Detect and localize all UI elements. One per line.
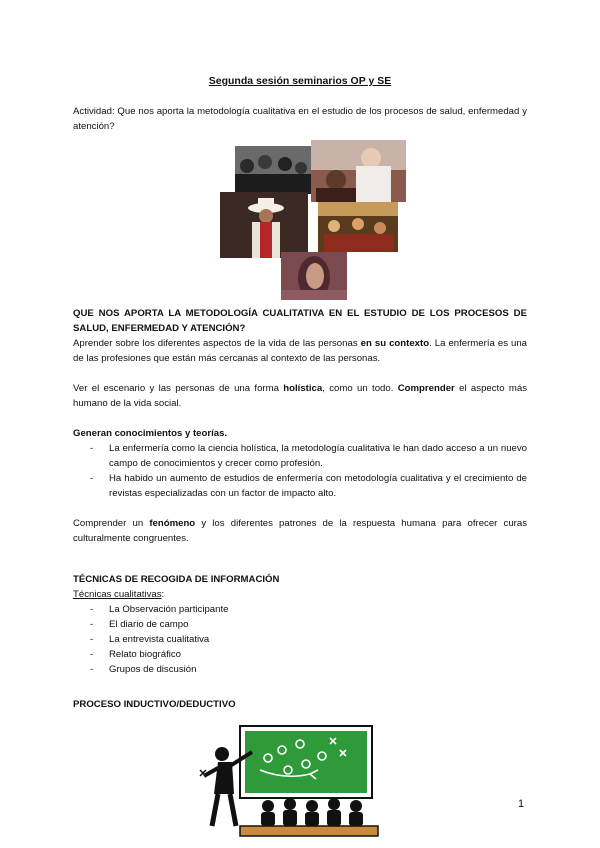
- paragraph-context: [73, 336, 527, 366]
- woman-portrait-photo: [281, 252, 347, 300]
- list-item: - Ha habido un aumento de estudios de enfermería con metodología cualitativa y el crecimiento de revistas especializadas con un factor de impacto alto.: [73, 471, 527, 501]
- p2-text-e: el aspecto más humano de la vida social.: [73, 383, 528, 409]
- p2-text-c: , como un todo.: [322, 383, 398, 394]
- knowledge-heading: Generan conocimientos y teorías.: [73, 428, 228, 439]
- section1-heading: QUE NOS APORTA LA METODOLOGÍA CUALITATIVA EN EL ESTUDIO DE LOS PROCESOS DE SALUD, ENFERMEDAD Y ATENCIÓN?: [73, 308, 527, 334]
- section1: [73, 306, 527, 546]
- list-item: - Grupos de discusión: [73, 662, 527, 677]
- page-number: 1: [518, 798, 525, 810]
- techniques-list: [73, 602, 527, 677]
- p4-text-c: y los diferentes patrones de la respuesta humana para ofrecer curas culturalmente congruentes.: [73, 518, 527, 544]
- p2-text-bold-holistic: holística: [283, 383, 323, 394]
- nurse-care-photo: [311, 140, 406, 202]
- document-title: Segunda sesión seminarios OP y SE: [208, 75, 392, 87]
- p4-text-a: Comprender un: [73, 518, 150, 529]
- list-item: - La Observación participante: [73, 602, 527, 617]
- techniques-sub-label: Técnicas cualitativas: [73, 589, 162, 600]
- techniques-sub-colon: :: [161, 589, 165, 600]
- p1-text-bold: en su contexto: [360, 338, 430, 349]
- classroom-illustration: [190, 718, 390, 843]
- paragraph-holistic: [73, 381, 527, 411]
- list-item: - La enfermería como la ciencia holística, la metodología cualitativa le han dado acceso a un nuevo campo de conocimientos y crecer como profesión.: [73, 441, 527, 471]
- p4-text-bold: fenómeno: [149, 518, 196, 529]
- knowledge-list: [73, 441, 527, 501]
- section3-heading: PROCESO INDUCTIVO/DEDUCTIVO: [73, 699, 236, 710]
- crowd-photo: [235, 146, 313, 194]
- techniques-subheading: [73, 587, 527, 602]
- p1-text-a: Aprender sobre los diferentes aspectos de la vida de las personas: [73, 338, 361, 349]
- section2-heading: TÉCNICAS DE RECOGIDA DE INFORMACIÓN: [73, 574, 280, 585]
- elder-hat-photo: [220, 192, 308, 258]
- ceremony-photo: [318, 202, 398, 252]
- section2: [73, 572, 527, 677]
- p2-text-a: Ver el escenario y las personas de una forma: [73, 383, 284, 394]
- list-item: - Relato biográfico: [73, 647, 527, 662]
- list-item: - El diario de campo: [73, 617, 527, 632]
- list-item: - La entrevista cualitativa: [73, 632, 527, 647]
- paragraph-phenomenon: [73, 516, 527, 546]
- activity-paragraph: Actividad: Que nos aporta la metodología cualitativa en el estudio de los procesos de salud, enfermedad y atención?: [73, 106, 527, 132]
- photo-collage: [220, 140, 410, 302]
- p2-text-bold-comprender: Comprender: [397, 383, 455, 394]
- p1-text-c: . La enfermería es una de las profesiones que están más cercanas al contexto de las personas.: [73, 338, 528, 364]
